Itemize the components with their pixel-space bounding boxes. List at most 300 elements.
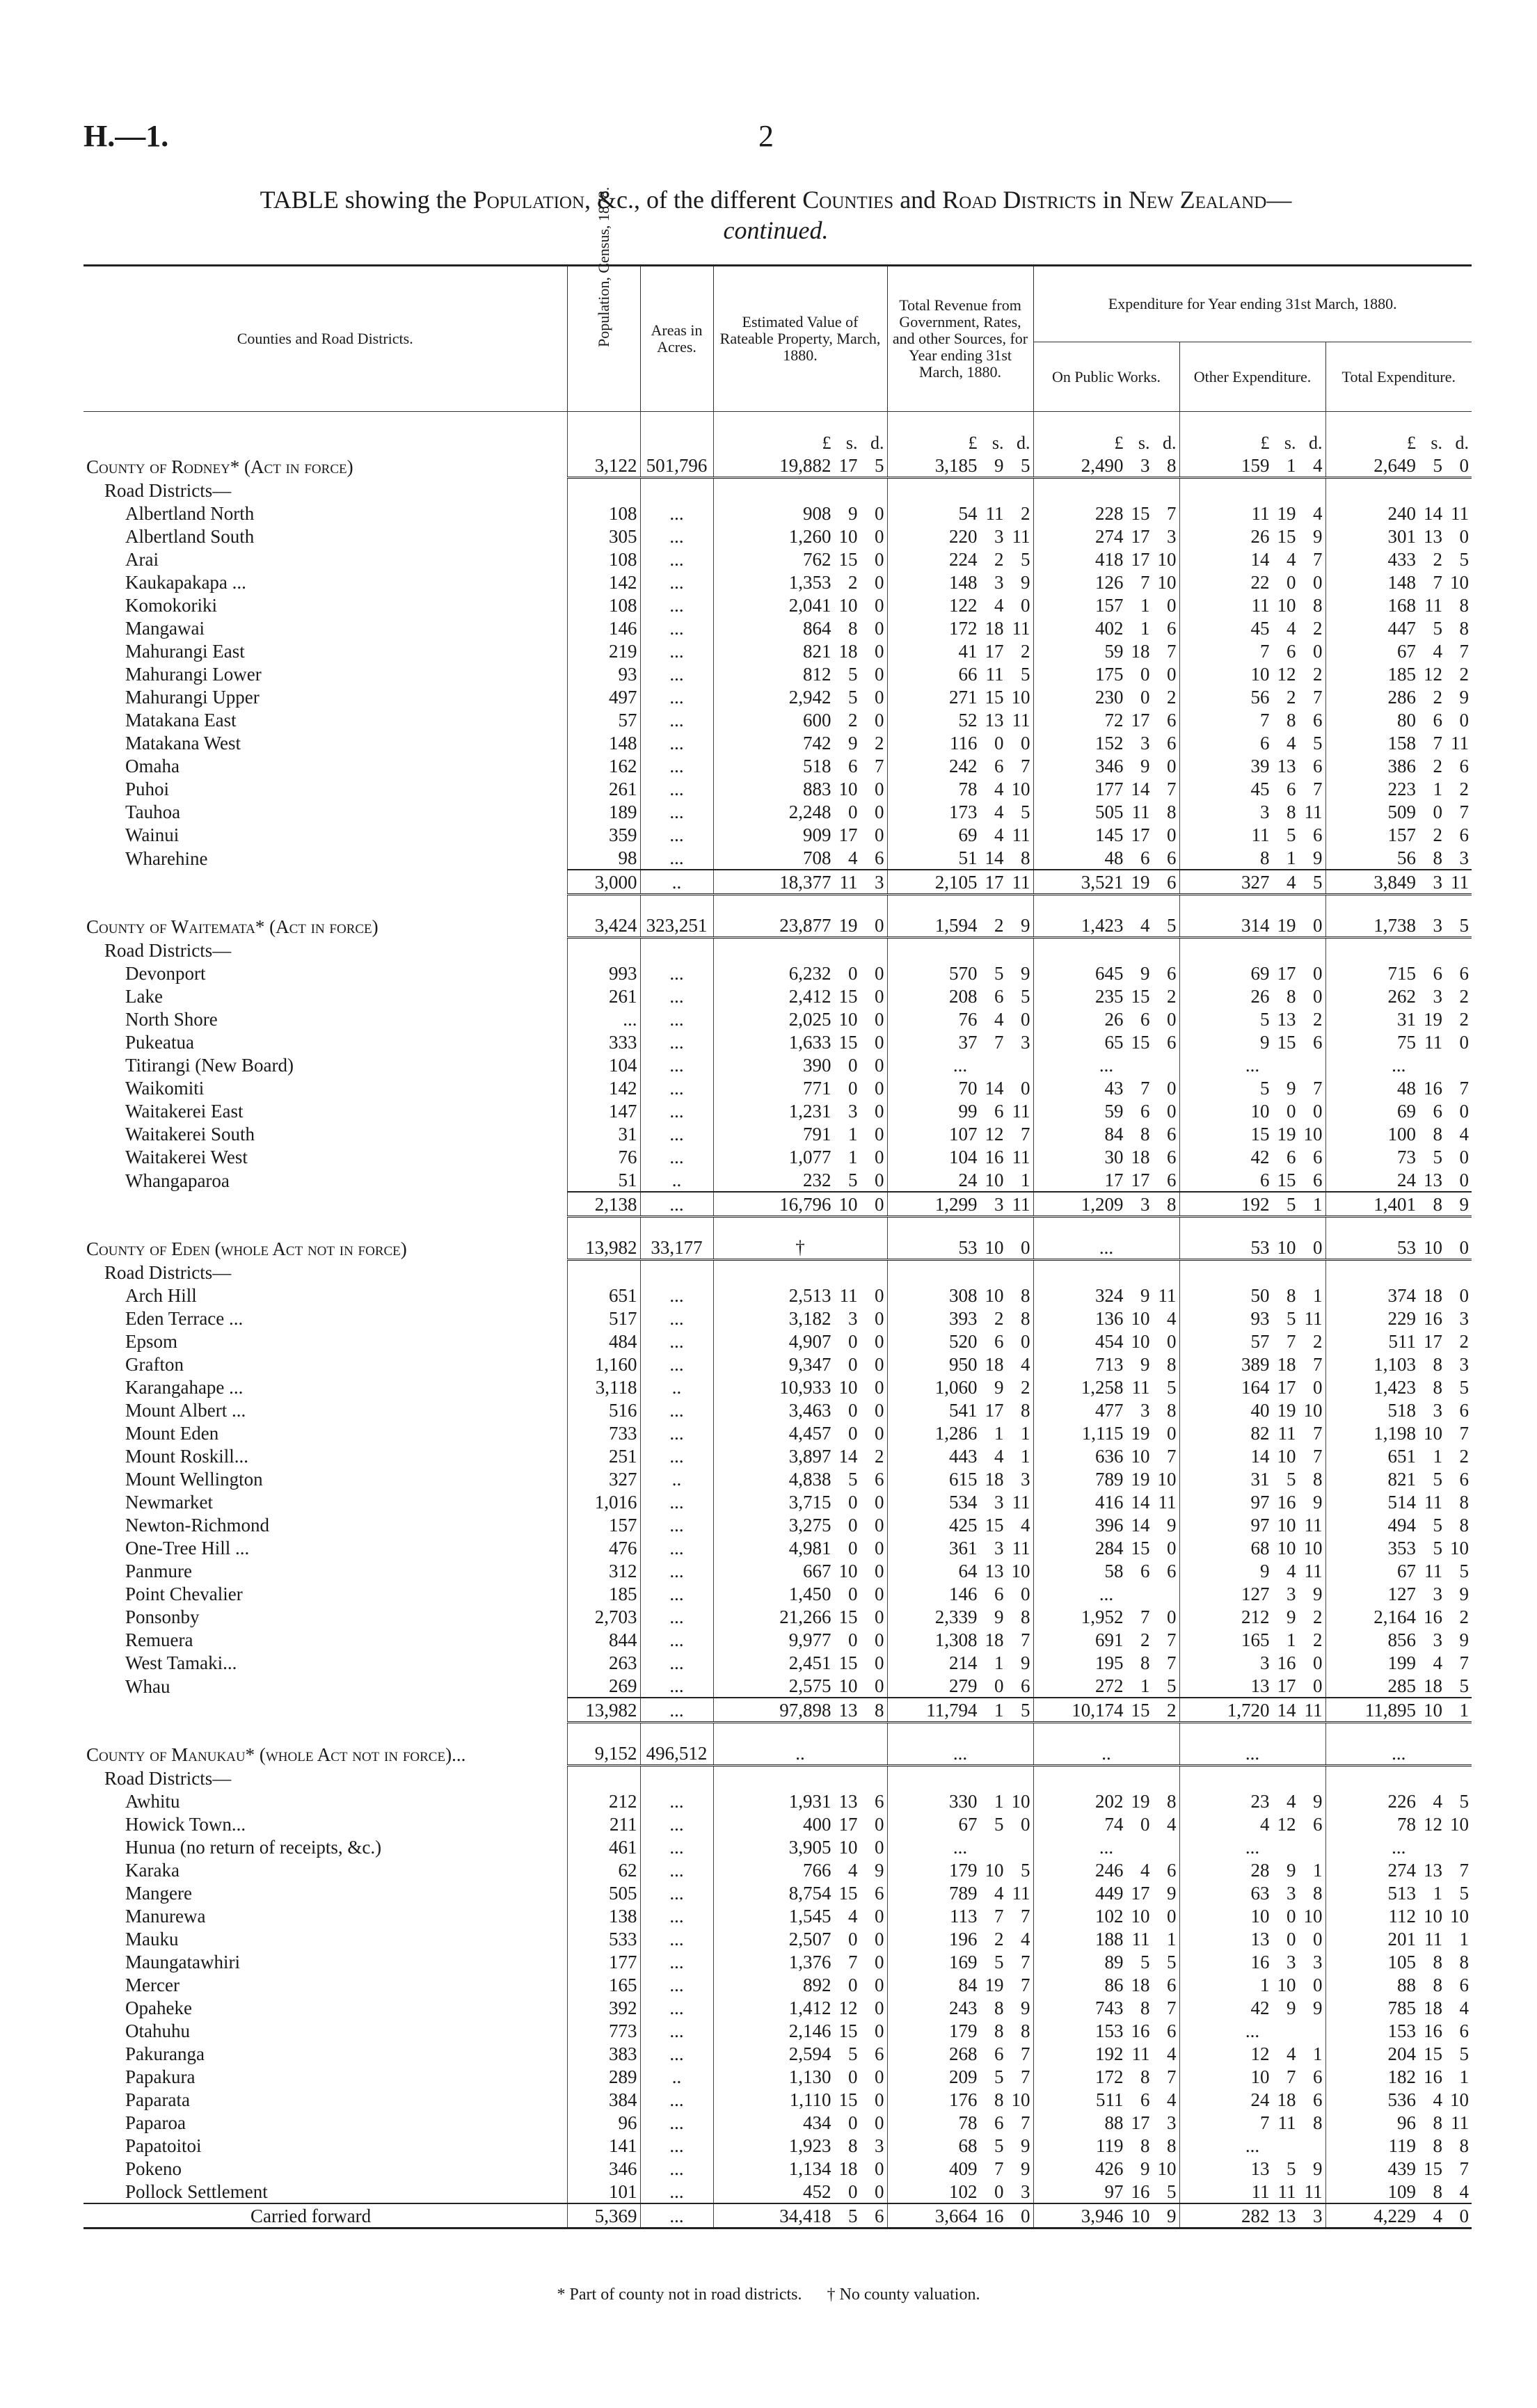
pounds: 762 [803, 549, 831, 570]
empty-cell [1033, 1260, 1179, 1284]
pence: 0 [1313, 963, 1323, 984]
revenue-value [891, 1998, 1030, 2019]
estimated-value [713, 1996, 887, 2019]
pence: 5 [1459, 2043, 1470, 2064]
public-works-value [1037, 1929, 1177, 1950]
pence: 11 [1012, 1147, 1030, 1167]
shillings: 4 [1287, 2043, 1296, 2064]
estimated-value [713, 454, 887, 478]
estimated-value-value [717, 1743, 884, 1764]
pounds: 192 [1241, 1194, 1270, 1215]
table-row [83, 2157, 1472, 2180]
area: ... [640, 1353, 713, 1376]
pence: 4 [1167, 1814, 1177, 1835]
shillings: 4 [1140, 1860, 1150, 1881]
shillings: 4 [1287, 618, 1296, 639]
shillings: 11 [1277, 2181, 1296, 2202]
total-expenditure [1325, 1698, 1472, 1723]
public-works-value [1037, 1055, 1177, 1076]
district-name-text: Pokeno [125, 2158, 182, 2179]
area: ... [640, 1053, 713, 1076]
public-works [1033, 1007, 1179, 1030]
population: 383 [567, 2042, 640, 2065]
table-row [83, 1376, 1472, 1398]
total-expenditure-value [1329, 1652, 1470, 1674]
empty-cell [887, 895, 1033, 914]
estimated-value [713, 593, 887, 616]
shillings: 11 [1131, 1929, 1150, 1949]
estimated-value [713, 1789, 887, 1812]
area: ... [640, 639, 713, 662]
pence: 3 [1459, 1354, 1470, 1375]
area: 501,796 [640, 454, 713, 478]
shillings: 16 [1277, 1652, 1296, 1673]
pounds: 148 [1387, 572, 1417, 593]
pence: 2 [1021, 641, 1030, 662]
public-works [1033, 1192, 1179, 1217]
public-works-value [1037, 2112, 1177, 2134]
other-expenditure-value [1183, 2206, 1323, 2227]
pounds: 3,185 [934, 455, 978, 476]
shillings: 8 [1433, 847, 1443, 868]
shillings: 19 [1277, 503, 1296, 524]
estimated-value [713, 1651, 887, 1674]
pounds: 908 [803, 503, 831, 524]
total-expenditure-value [1329, 1492, 1470, 1513]
public-works-value [1037, 2135, 1177, 2157]
district-name [83, 870, 567, 895]
row-label [83, 1217, 567, 1236]
revenue [887, 593, 1033, 616]
area: ... [640, 846, 713, 870]
district-name [83, 984, 567, 1007]
population: 108 [567, 502, 640, 525]
shillings: 12 [1424, 1814, 1443, 1835]
district-name-text: Omaha [125, 756, 180, 776]
pence: 6 [875, 847, 884, 868]
total-expenditure-value [1329, 1377, 1470, 1398]
revenue [887, 754, 1033, 777]
revenue [887, 454, 1033, 478]
empty-cell [1033, 895, 1179, 914]
pounds: 34,418 [779, 2206, 831, 2226]
shillings: 7 [1287, 2066, 1296, 2087]
estimated-value-value [717, 1629, 884, 1651]
district-name-text: Paparoa [125, 2112, 186, 2133]
table-row [83, 502, 1472, 525]
empty-cell [1179, 895, 1325, 914]
shillings: 12 [985, 1124, 1004, 1145]
pounds: 439 [1387, 2158, 1417, 2179]
pence: 9 [1459, 1629, 1470, 1650]
estimated-value [713, 777, 887, 800]
pence: 7 [1167, 2066, 1177, 2087]
shillings: 0 [1140, 664, 1150, 685]
empty-cell [1033, 938, 1179, 962]
estimated-value [713, 1076, 887, 1099]
pounds: 157 [1095, 595, 1124, 616]
pence: 0 [875, 2181, 884, 2202]
pounds: 220 [949, 526, 978, 547]
pence: 0 [1167, 756, 1177, 776]
revenue-value [891, 1975, 1030, 1996]
pounds: 122 [949, 595, 978, 616]
pounds: 78 [958, 779, 978, 799]
pounds: 10,174 [1072, 1700, 1124, 1721]
other-expenditure [1179, 1376, 1325, 1398]
total-expenditure-value [1329, 2043, 1470, 2065]
column-header-name: Counties and Road Districts. [83, 266, 567, 412]
area: ... [640, 2042, 713, 2065]
total-expenditure [1325, 1353, 1472, 1376]
shillings: 5 [1433, 1538, 1443, 1558]
district-name [83, 1353, 567, 1376]
pence: d. [1017, 433, 1030, 453]
row-label: Road Districts— [104, 940, 232, 961]
public-works-value [1037, 1194, 1177, 1215]
revenue [887, 639, 1033, 662]
revenue [887, 1236, 1033, 1260]
shillings: 2 [994, 1308, 1004, 1329]
shillings: 11 [1424, 1929, 1443, 1949]
revenue [887, 984, 1033, 1007]
area: ... [640, 731, 713, 754]
shillings: 15 [1131, 986, 1150, 1007]
other-expenditure-value [1183, 2043, 1323, 2065]
area: 33,177 [640, 1236, 713, 1260]
public-works-value [1037, 1652, 1177, 1674]
shillings: 1 [848, 1124, 858, 1145]
pounds: 1,134 [788, 2158, 831, 2179]
pence: 5 [1459, 1561, 1470, 1581]
revenue-value [891, 733, 1030, 754]
empty-cell [640, 1766, 713, 1790]
shillings: 5 [1433, 1469, 1443, 1490]
other-expenditure [1179, 2157, 1325, 2180]
pence: 8 [1021, 2020, 1030, 2041]
shillings: 1 [1140, 595, 1150, 616]
shillings: 16 [1424, 2066, 1443, 2087]
revenue-value [891, 1055, 1030, 1076]
shillings: 18 [985, 1354, 1004, 1375]
estimated-value-value [717, 2089, 884, 2111]
other-expenditure-value [1183, 1929, 1323, 1950]
pounds: 2,942 [788, 687, 831, 708]
shillings: 3 [1433, 1629, 1443, 1650]
other-expenditure-value [1183, 595, 1323, 616]
pounds: 494 [1387, 1515, 1417, 1536]
empty-marker: ... [1099, 1055, 1114, 1076]
other-expenditure-value [1183, 1032, 1323, 1053]
pounds: 175 [1095, 664, 1124, 685]
total-expenditure [1325, 1513, 1472, 1536]
shillings: 1 [1433, 1446, 1443, 1467]
pounds: 454 [1095, 1331, 1124, 1352]
shillings: s. [1138, 433, 1150, 453]
total-expenditure-value [1329, 2066, 1470, 2088]
pence: 0 [875, 779, 884, 799]
estimated-value-value [717, 1308, 884, 1330]
pence: 9 [1313, 1998, 1323, 2018]
revenue-value [891, 526, 1030, 548]
pounds: 40 [1250, 1400, 1270, 1421]
revenue [887, 962, 1033, 984]
district-name [83, 800, 567, 823]
area: ... [640, 593, 713, 616]
total-expenditure [1325, 1996, 1472, 2019]
shillings: 1 [1433, 779, 1443, 799]
pounds: 645 [1095, 963, 1124, 984]
pence: 0 [875, 572, 884, 593]
pence: 0 [875, 1515, 884, 1536]
population: 219 [567, 639, 640, 662]
table-row [83, 708, 1472, 731]
pounds: 7 [1260, 710, 1270, 731]
revenue [887, 1053, 1033, 1076]
public-works-value [1037, 1814, 1177, 1835]
pounds: 224 [949, 549, 978, 570]
pounds: 4 [1260, 1814, 1270, 1835]
pence: 0 [875, 549, 884, 570]
population: 516 [567, 1398, 640, 1421]
shillings: 6 [994, 1331, 1004, 1352]
pounds: 7 [1260, 2112, 1270, 2133]
total-expenditure-value [1329, 915, 1470, 936]
total-expenditure-value [1329, 1700, 1470, 1721]
public-works [1033, 548, 1179, 571]
shillings: s. [1284, 433, 1296, 453]
revenue-value [891, 1170, 1030, 1191]
pounds: 192 [1095, 2043, 1124, 2064]
shillings: 17 [1131, 549, 1150, 570]
shillings: 8 [1433, 2181, 1443, 2202]
district-name [83, 1076, 567, 1099]
total-expenditure [1325, 593, 1472, 616]
district-name [83, 1122, 567, 1145]
revenue-value [891, 1538, 1030, 1559]
table-row [83, 962, 1472, 984]
other-expenditure-value [1183, 1743, 1323, 1764]
total-expenditure-value [1329, 872, 1470, 893]
shillings: 8 [1433, 2112, 1443, 2133]
pence: 0 [875, 1814, 884, 1835]
area: ... [640, 1398, 713, 1421]
estimated-value-value [717, 2135, 884, 2157]
shillings: 0 [848, 1354, 858, 1375]
pounds: 3,463 [788, 1400, 831, 1421]
pence: 6 [1313, 1147, 1323, 1167]
total-expenditure-value [1329, 963, 1470, 984]
pence: 0 [875, 1561, 884, 1581]
pounds: 240 [1387, 503, 1417, 524]
revenue [887, 914, 1033, 938]
shillings: 16 [1424, 1606, 1443, 1627]
pence: 8 [1167, 455, 1177, 476]
other-expenditure-value [1183, 872, 1323, 893]
public-works-value [1037, 915, 1177, 936]
pence: 0 [1021, 2206, 1030, 2226]
shillings: 8 [1287, 1285, 1296, 1306]
other-expenditure-value [1183, 1194, 1323, 1215]
table-row [83, 1030, 1472, 1053]
other-expenditure-value [1183, 2112, 1323, 2134]
pence: 9 [1459, 687, 1470, 708]
pence: 7 [1021, 1975, 1030, 1995]
shillings: 5 [994, 2135, 1004, 2156]
pounds: 2,105 [934, 872, 978, 893]
public-works [1033, 2065, 1179, 2088]
district-name-text: Puhoi [125, 779, 170, 799]
pounds: 1,952 [1081, 1606, 1124, 1627]
revenue [887, 2065, 1033, 2088]
pence: 2 [1459, 1446, 1470, 1467]
public-works [1033, 1628, 1179, 1651]
pounds: 400 [803, 1814, 831, 1835]
pounds: 883 [803, 779, 831, 799]
shillings: 19 [1131, 1423, 1150, 1444]
pounds: 18,377 [779, 872, 831, 893]
footnote-no-valuation: † No county valuation. [827, 2286, 980, 2304]
other-expenditure [1179, 1789, 1325, 1812]
total-expenditure-value [1329, 1975, 1470, 1996]
table-row [83, 2111, 1472, 2134]
total-expenditure-value [1329, 1952, 1470, 1973]
shillings: 14 [1424, 503, 1443, 524]
public-works [1033, 1536, 1179, 1559]
population: 484 [567, 1330, 640, 1353]
other-expenditure-value [1183, 2020, 1323, 2042]
public-works [1033, 454, 1179, 478]
pounds: 477 [1095, 1400, 1124, 1421]
shillings: 8 [1433, 1194, 1443, 1215]
pounds: 514 [1387, 1492, 1417, 1513]
pounds: 230 [1095, 687, 1124, 708]
public-works-value [1037, 2158, 1177, 2180]
other-expenditure [1179, 502, 1325, 525]
empty-marker: ... [1392, 1837, 1406, 1858]
table-row [83, 1835, 1472, 1858]
revenue-value [891, 1883, 1030, 1904]
shillings: 10 [838, 1675, 858, 1696]
other-expenditure [1179, 1674, 1325, 1698]
pounds: 78 [1397, 1814, 1417, 1835]
pence: 7 [1021, 1629, 1030, 1650]
pence: 0 [1313, 1675, 1323, 1696]
estimated-value [713, 731, 887, 754]
pence: 8 [1167, 1400, 1177, 1421]
total-expenditure [1325, 1192, 1472, 1217]
district-name-text: Matakana East [125, 710, 237, 731]
revenue [887, 1789, 1033, 1812]
pounds: 199 [1387, 1652, 1417, 1673]
pounds: 82 [1250, 1423, 1270, 1444]
area: ... [640, 685, 713, 708]
pounds: 235 [1095, 986, 1124, 1007]
shillings: 10 [1131, 1331, 1150, 1352]
pence: 2 [1313, 618, 1323, 639]
total-expenditure [1325, 1168, 1472, 1192]
district-name-text: Newmarket [125, 1492, 213, 1513]
area: ... [640, 1192, 713, 1217]
shillings: 0 [1287, 1101, 1296, 1122]
pence: 7 [875, 756, 884, 776]
public-works-value [1037, 1860, 1177, 1881]
column-header-estimated-value: Estimated Value of Rateable Property, March, 1880. [713, 266, 887, 412]
shillings: 4 [1287, 872, 1296, 893]
pounds: 173 [949, 802, 978, 822]
shillings: 0 [848, 1055, 858, 1076]
pence: 0 [1021, 1331, 1030, 1352]
pounds: 42 [1250, 1147, 1270, 1167]
empty-cell [640, 895, 713, 914]
public-works [1033, 1145, 1179, 1168]
revenue-value [891, 1860, 1030, 1881]
pounds: 452 [803, 2181, 831, 2202]
area: ... [640, 2134, 713, 2157]
pounds: 416 [1095, 1492, 1124, 1513]
pounds: 53 [958, 1237, 978, 1258]
public-works-value [1037, 1469, 1177, 1490]
estimated-value-value [717, 1860, 884, 1881]
pence: 0 [875, 1952, 884, 1972]
shillings: 15 [838, 1883, 858, 1904]
pounds: 26 [1104, 1009, 1124, 1030]
estimated-value [713, 1536, 887, 1559]
pounds: 1,060 [934, 1377, 978, 1398]
empty-cell [713, 1723, 887, 1742]
population: 31 [567, 1122, 640, 1145]
revenue-value [891, 572, 1030, 593]
pounds: 176 [949, 2089, 978, 2110]
pounds: 26 [1250, 526, 1270, 547]
revenue [887, 502, 1033, 525]
shillings: 10 [1277, 1446, 1296, 1467]
currency-units [1325, 412, 1472, 454]
pounds: 50 [1250, 1285, 1270, 1306]
pounds: 268 [949, 2043, 978, 2064]
revenue-value [891, 1814, 1030, 1835]
other-expenditure [1179, 1812, 1325, 1835]
revenue-value [891, 1032, 1030, 1053]
estimated-value [713, 1674, 887, 1698]
total-expenditure [1325, 823, 1472, 846]
shillings: 12 [1424, 664, 1443, 685]
other-expenditure-value [1183, 1285, 1323, 1307]
total-expenditure [1325, 1674, 1472, 1698]
pence: 4 [1167, 2043, 1177, 2064]
pounds: 1,450 [788, 1584, 831, 1604]
title-text: New Zealand [1128, 186, 1267, 214]
estimated-value-value [717, 1285, 884, 1307]
district-name [83, 1881, 567, 1904]
pounds: £ [968, 433, 978, 453]
pence: 0 [875, 1032, 884, 1053]
estimated-value [713, 1398, 887, 1421]
pence: 2 [1459, 779, 1470, 799]
pounds: 743 [1095, 1998, 1124, 2018]
district-name-text: Maungatawhiri [125, 1952, 240, 1972]
empty-marker: ... [1245, 1743, 1260, 1764]
pence: 8 [875, 1700, 884, 1721]
population: 211 [567, 1812, 640, 1835]
shillings: 4 [994, 779, 1004, 799]
public-works [1033, 502, 1179, 525]
other-expenditure-value [1183, 1423, 1323, 1444]
pounds: 308 [949, 1285, 978, 1306]
total-expenditure [1325, 1030, 1472, 1053]
population: ... [567, 1007, 640, 1030]
other-expenditure [1179, 1582, 1325, 1605]
